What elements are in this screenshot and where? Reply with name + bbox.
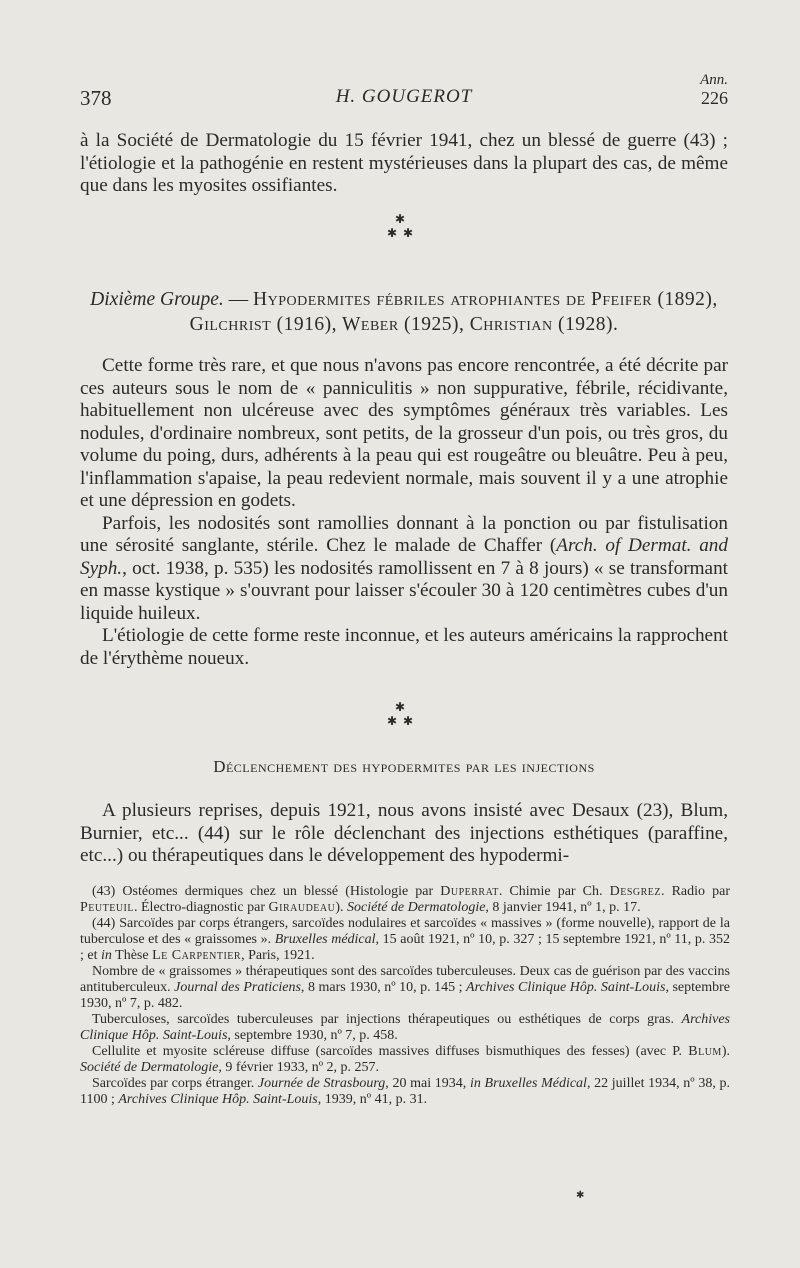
fn43-text: ). — [335, 900, 348, 915]
paragraph-parfois-text-a: Parfois, les nodosités sont ramollies donnant à la ponction ou par fistulisation une sérosité sanglante, stérile. Chez le malade de Chaffer ( — [80, 512, 728, 556]
fn48-text: Sarcoïdes par corps étranger. — [92, 1076, 258, 1091]
fn44-journal: Bruxelles médical — [274, 932, 376, 947]
fn43-name: Peuteuil — [80, 900, 134, 915]
fn43-text: . Radio par — [661, 884, 730, 899]
section-heading-declenchement: Déclenchement des hypodermites par les injections — [213, 757, 595, 776]
fn47-name: Blum — [688, 1044, 722, 1059]
footnotes — [80, 884, 730, 1108]
fn46-text: Tuberculoses, sarcoïdes tuberculeuses par injections thérapeutiques ou esthétiques de corps gras. — [92, 1012, 682, 1027]
fn46-text: , septembre 1930, nº 7, p. 458. — [227, 1028, 398, 1043]
footnote-tuberculoses — [80, 1012, 730, 1044]
section-title: Hypodermites fébriles atrophiantes de Pfeifer (1892), — [253, 289, 718, 310]
paragraph-parfois-text-b: , oct. 1938, p. 535) les nodosités ramollissent en 7 à 8 jours) « se transformant en masse kystique » s'ouvrant pour laisser s'écouler 30 à 120 centimètres cubes d'un liquide huileux. — [80, 557, 728, 624]
fn47-text: , 9 février 1933, nº 2, p. 257. — [218, 1060, 380, 1075]
fn43-name: Desgrez — [609, 884, 661, 899]
fn44-text: , Paris, 1921. — [241, 948, 315, 963]
fn48-journal: in Bruxelles Médical — [469, 1076, 587, 1091]
fn48-text: , 22 juillet 1934, nº 38, p. 1100 ; — [80, 1076, 730, 1107]
fn45-text: , 8 mars 1930, nº 10, p. 145 ; — [300, 980, 467, 995]
footnote-sarcoides — [80, 1076, 730, 1108]
paragraph-parfois — [80, 513, 728, 626]
footnote-44 — [80, 916, 730, 964]
asterism-divider: ✱ ✱ ✱ — [386, 212, 414, 240]
page-number: 378 — [80, 86, 112, 110]
fn45-text: Nombre de « graissomes » thérapeutiques sont des sarcoïdes tuberculeuses. Deux cas de guérison par des vaccins antituberculeux. — [80, 964, 730, 995]
footnote-43 — [80, 884, 730, 916]
section-authors: Gilchrist (1916), Weber (1925), Christian (1928). — [189, 314, 619, 335]
fn46-journal: Archives Clinique Hôp. Saint-Louis — [80, 1012, 730, 1043]
paragraph-etiologie: L'étiologie de cette forme reste inconnue, et les auteurs américains la rapprochent de l'érythème noueux. — [80, 625, 728, 669]
fn44-text: , 15 août 1921, nº 10, p. 327 ; 15 septembre 1921, nº 11, p. 352 ; et — [80, 932, 731, 963]
footnote-cellulite — [80, 1044, 730, 1076]
fn43-text: . Électro-diagnostic par — [134, 900, 269, 915]
section-dash: — — [223, 289, 253, 310]
section-label: Dixième Groupe. — [90, 289, 224, 310]
fn44-in: in — [101, 948, 112, 963]
fn43-text: (43) Ostéomes dermiques chez un blessé (Histologie par — [92, 884, 441, 899]
section-heading-tenth-group — [80, 287, 728, 337]
journal-ref-arch-dermat: Arch. of Dermat. and Syph. — [80, 535, 728, 579]
fn43-name: Giraudeau — [268, 900, 336, 915]
intro-paragraph: à la Société de Dermatologie du 15 février 1941, chez un blessé de guerre (43) ; l'étiologie et la pathogénie en restent mystérieuses dans la plupart des cas, de même que dans les myosites ossifiantes. — [80, 130, 728, 196]
fn43-text: , 8 janvier 1941, nº 1, p. 17. — [485, 900, 641, 915]
section10-body — [80, 355, 728, 670]
journal-abbrev: Ann. — [700, 72, 728, 88]
journal-volume: 226 — [701, 88, 728, 108]
paragraph-plusieurs-reprises: A plusieurs reprises, depuis 1921, nous avons insisté avec Desaux (23), Blum, Burnier, etc... (44) sur le rôle déclenchant des injections esthétiques (paraffine, etc...) ou thérapeutiques dans le développement des hypodermi- — [80, 800, 728, 866]
fn43-text: . Chimie par Ch. — [498, 884, 610, 899]
paragraph-cette-forme: Cette forme très rare, et que nous n'avons pas encore rencontrée, a été décrite par ces auteurs sous le nom de « panniculitis » non suppurative, fébrile, récidivante, habituellement non ulcéreuse avec des symptômes généraux très variables. Les nodules, d'ordinaire nombreux, sont petits, de la grosseur d'un pois, ou très gros, du volume du poing, durs, adhérents à la peau qui est rougeâtre ou bleuâtre. Peu à peu, l'inflammation s'apaise, la peau redevient normale, mais souvent il y a une atrophie et une dépression en godets. — [80, 355, 728, 511]
fn44-text: Thèse — [111, 948, 153, 963]
running-title: H. GOUGEROT — [335, 86, 473, 107]
footnote-graissomes — [80, 964, 730, 1012]
fn43-journal: Société de Dermatologie — [347, 900, 486, 915]
running-header — [80, 72, 728, 112]
fn45-text: , septembre 1930, nº 7, p. 482. — [80, 980, 731, 1011]
fn44-text: (44) Sarcoïdes par corps étrangers, sarcoïdes nodulaires et sarcoïdes « massives » (forme nouvelle), rapport de la tuberculose et des « graissomes ». — [80, 916, 730, 947]
fn45-journal: Journal des Praticiens — [174, 980, 301, 995]
fn44-name: Le Carpentier — [152, 948, 242, 963]
fn48-text: , 1939, nº 41, p. 31. — [317, 1092, 428, 1107]
fn48-journal: Archives Clinique Hôp. Saint-Louis — [118, 1092, 318, 1107]
fn48-journal: Journée de Strasbourg — [257, 1076, 386, 1091]
fn47-text: Cellulite et myosite scléreuse diffuse (sarcoïdes massives diffuses bismuthiques des fesses) (avec P. — [92, 1044, 689, 1059]
asterism-divider-2: ✱ ✱ ✱ — [386, 700, 414, 728]
bottom-asterisk: ✱ — [576, 1190, 585, 1201]
fn43-name: Duperrat — [440, 884, 499, 899]
fn47-text: ). — [721, 1044, 730, 1059]
fn48-text: , 20 mai 1934, — [385, 1076, 470, 1091]
fn47-journal: Société de Dermatologie — [80, 1060, 219, 1075]
fn45-journal: Archives Clinique Hôp. Saint-Louis — [466, 980, 666, 995]
